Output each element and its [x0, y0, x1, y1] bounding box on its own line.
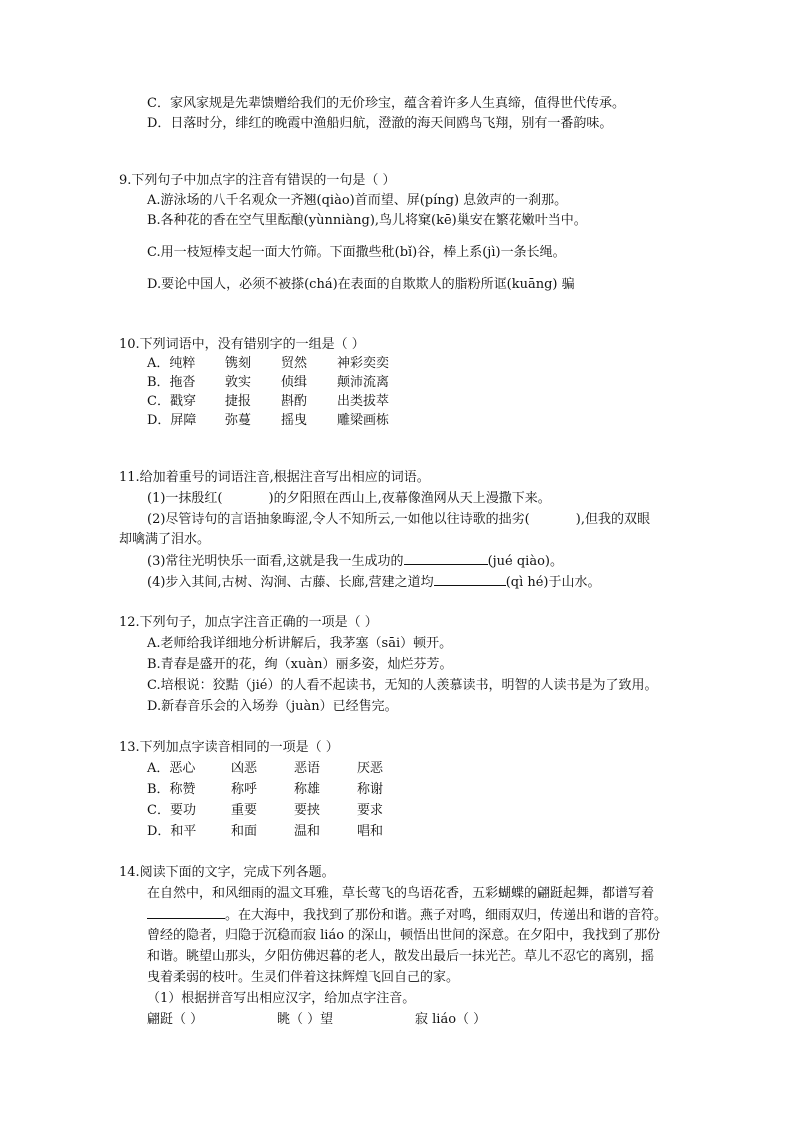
q14-paragraph-line: 在自然中，和风细雨的温文耳雅，草长莺飞的鸟语花香，五彩蝴蝶的翩跹起舞，都谱写着: [147, 886, 655, 901]
q13-cell: 要挟: [294, 803, 321, 818]
q14-fill-item[interactable]: 寂 liáo（ ）: [415, 1012, 487, 1027]
q14-paragraph-line: 曳着柔弱的枝叶。生灵们伴着这抹辉煌飞回自己的家。: [147, 970, 460, 985]
q13-cell: 恶语: [294, 761, 321, 776]
q10-cell: 贸然: [281, 356, 308, 371]
q10-row: [147, 355, 389, 373]
q13-cell: 温和: [294, 824, 321, 839]
q13-cell: 称谢: [357, 782, 384, 797]
q11-sub2-cont: 却噙满了泪水。: [119, 532, 211, 547]
q10-row: [147, 412, 389, 430]
q12-option-b: B.青春是盛开的花，绚（xuàn）丽多姿，灿烂芬芳。: [147, 657, 453, 672]
q10-cell: C．戳穿: [147, 394, 196, 409]
q13-cell: A．恶心: [147, 761, 196, 776]
q10-cell: 敦实: [225, 375, 252, 390]
q13-cell: 和面: [231, 824, 258, 839]
q11-sub4-blank[interactable]: [434, 573, 506, 586]
q9-option-c: C.用一枝短棒支起一面大竹筛。下面撒些秕(bǐ)谷，棒上系(jì)一条长绳。: [147, 245, 566, 260]
q13-cell: 凶恶: [231, 761, 258, 776]
q9-option-a: A.游泳场的八千名观众一齐翘(qiào)首而望、屏(píng) 息敛声的一刹那。: [147, 193, 568, 208]
q10-cell: 弥蔓: [225, 413, 252, 428]
q14-fill-item[interactable]: 眺（ ）望: [277, 1012, 334, 1027]
q11-title: 11.给加着重号的词语注音,根据注音写出相应的词语。: [119, 470, 430, 485]
q11-sub1-text-b: )的夕阳照在西山上,夜幕像渔网从天上漫撒下来。: [268, 491, 551, 506]
q12-option-d: D.新春音乐会的入场券（juàn）已经售完。: [147, 699, 398, 714]
q10-row: [147, 374, 389, 392]
q9-title: 9.下列句子中加点字的注音有错误的一句是（ ）: [119, 173, 396, 188]
q11-sub3-blank[interactable]: [404, 552, 488, 565]
q11-sub3: [147, 552, 563, 571]
q12-title: 12.下列句子，加点字注音正确的一项是（ ）: [119, 615, 378, 630]
q11-sub3-text-b: (jué qiào)。: [487, 554, 563, 569]
q11-sub2-text-a: (2)尽管诗句的言语抽象晦涩,令人不知所云,一如他以往诗歌的拙劣(: [147, 512, 530, 527]
q13-cell: D．和平: [147, 824, 197, 839]
q11-sub1-text-a: (1)一抹殷红(: [147, 491, 223, 506]
q13-cell: 唱和: [357, 824, 384, 839]
q13-row: [147, 823, 383, 841]
q10-cell: B．拖沓: [147, 375, 196, 390]
q10-cell: 雕梁画栋: [337, 413, 390, 428]
q14-fill-row: [147, 1011, 486, 1029]
q10-cell: 镌刻: [225, 356, 252, 371]
q14-paragraph-text: 。在大海中，我找到了那份和谐。燕子对鸣，细雨双归，传递出和谐的音符。: [225, 908, 668, 923]
q14-blank[interactable]: [147, 906, 225, 919]
q10-cell: 摇曳: [281, 413, 308, 428]
q10-cell: 神彩奕奕: [337, 356, 390, 371]
q10-row: [147, 393, 389, 411]
q10-cell: D．屏障: [147, 413, 197, 428]
prev-option-c: C．家风家规是先辈馈赠给我们的无价珍宝，蕴含着许多人生真缔，值得世代传承。: [147, 96, 625, 111]
q14-paragraph-line: 和谐。眺望山那头，夕阳仿佛迟暮的老人，散发出最后一抹光芒。草儿不忍它的离别，摇: [147, 949, 655, 964]
q10-cell: 颠沛流离: [337, 375, 390, 390]
q11-sub4-text-a: (4)步入其间,古树、沟涧、古藤、长廊,营建之道均: [147, 575, 434, 590]
q13-cell: 厌恶: [357, 761, 384, 776]
q11-sub2-text-b: ),但我的双眼: [575, 512, 650, 527]
q13-cell: 要求: [357, 803, 384, 818]
q9-option-d: D.要论中国人，必须不被搽(chá)在表面的自欺欺人的脂粉所诓(kuāng) 骗: [147, 277, 575, 292]
q11-sub4-text-b: (qì hé)于山水。: [505, 575, 601, 590]
q13-cell: 重要: [231, 803, 258, 818]
q13-title: 13.下列加点字读音相同的一项是（ ）: [119, 740, 339, 755]
q11-sub4: [147, 573, 601, 592]
q10-cell: A．纯粹: [147, 356, 196, 371]
q12-option-c: C.培根说：狡黠（jié）的人看不起读书，无知的人羡慕读书，明智的人读书是为了致用。: [147, 678, 658, 693]
q14-title: 14.阅读下面的文字，完成下列各题。: [119, 865, 335, 880]
q13-row: [147, 760, 383, 778]
q13-row: [147, 781, 383, 799]
q12-option-a: A.老师给我详细地分析讲解后，我茅塞（sāi）顿开。: [147, 636, 453, 651]
q10-cell: 捷报: [225, 394, 252, 409]
q11-sub1: [147, 490, 551, 508]
q14-sub1-title: （1）根据拼音写出相应汉字，给加点字注音。: [147, 991, 416, 1006]
q14-fill-item[interactable]: 翩跹（ ）: [147, 1012, 204, 1027]
q10-cell: 出类拔萃: [337, 394, 390, 409]
q13-cell: B．称赞: [147, 782, 196, 797]
q13-cell: C．要功: [147, 803, 196, 818]
q10-title: 10.下列词语中，没有错别字的一组是（ ）: [119, 337, 365, 352]
q10-cell: 斟酌: [281, 394, 308, 409]
q13-cell: 称雄: [294, 782, 321, 797]
q11-sub3-text-a: (3)常往光明快乐一面看,这就是我一生成功的: [147, 554, 404, 569]
q14-paragraph-line: [147, 906, 667, 925]
q14-paragraph-line: 曾经的隐者，归隐于沉稳而寂 liáo 的深山，顿悟出世间的深意。在夕阳中，我找到了那份: [147, 928, 661, 943]
q10-cell: 侦缉: [281, 375, 308, 390]
q9-option-b: B.各种花的香在空气里酝酿(yùnniàng),鸟儿将窠(kē)巢安在繁花嫩叶当中。: [147, 213, 587, 228]
q11-sub2: [147, 511, 650, 529]
q13-row: [147, 802, 383, 820]
prev-option-d: D．日落时分，绯红的晚霞中渔船归航，澄澈的海天间鸥鸟飞翔，别有一番韵味。: [147, 116, 613, 131]
q13-cell: 称呼: [231, 782, 258, 797]
